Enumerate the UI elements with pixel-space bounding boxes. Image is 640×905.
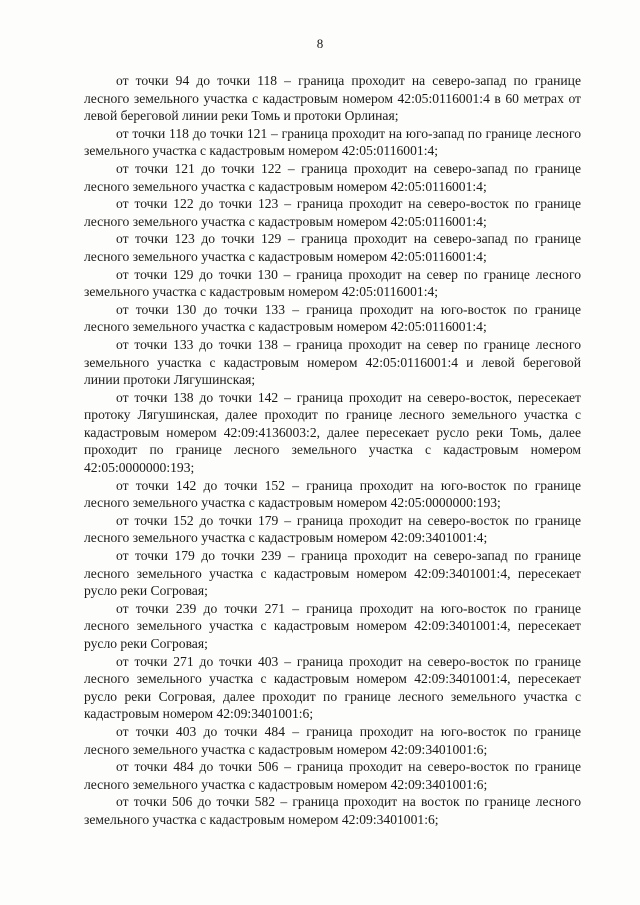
boundary-paragraph: от точки 123 до точки 129 – граница проходит на северо-запад по границе лесного земельного участка с кадастровым номером 42:05:0116001:4; (84, 231, 581, 264)
boundary-paragraph: от точки 271 до точки 403 – граница проходит на северо-восток по границе лесного земельного участка с кадастровым номером 42:09:3401001:4, пересекает русло реки Согровая, далее проходит по границе лесного земельного участка с кадастровым номером 42:09:3401001:6; (84, 653, 581, 722)
boundary-paragraph: от точки 179 до точки 239 – граница проходит на северо-запад по границе лесного земельного участка с кадастровым номером 42:09:3401001:4, пересекает русло реки Согровая; (84, 548, 581, 599)
boundary-paragraph: от точки 121 до точки 122 – граница проходит на северо-запад по границе лесного земельного участка с кадастровым номером 42:05:0116001:4; (84, 160, 581, 194)
boundary-paragraph: от точки 129 до точки 130 – граница проходит на север по границе лесного земельного участка с кадастровым номером 42:05:0116001:4; (84, 266, 581, 300)
boundary-paragraph: от точки 122 до точки 123 – граница проходит на северо-восток по границе лесного земельного участка с кадастровым номером 42:05:0116001:4; (84, 196, 581, 229)
boundary-paragraph: от точки 152 до точки 179 – граница проходит на северо-восток по границе лесного земельного участка с кадастровым номером 42:09:3401001:4; (84, 512, 581, 546)
boundary-paragraph: от точки 130 до точки 133 – граница проходит на юго-восток по границе лесного земельного участка с кадастровым номером 42:05:0116001:4; (84, 301, 581, 335)
page-number: 8 (316, 36, 324, 51)
boundary-paragraph: от точки 484 до точки 506 – граница проходит на северо-восток по границе лесного земельного участка с кадастровым номером 42:09:3401001:6; (84, 759, 581, 792)
boundary-paragraph: от точки 133 до точки 138 – граница проходит на север по границе лесного земельного участка с кадастровым номером 42:05:0116001:4 и левой береговой линии протоки Лягушинская; (84, 336, 581, 388)
boundary-paragraph: от точки 138 до точки 142 – граница проходит на северо-восток, пересекает протоку Лягушинская, далее проходит по границе лесного земельного участка с кадастровым номером 42:09:4136003:2, далее пересекает русло реки Томь, далее проходит по границе лесного земельного участка с кадастровым номером 42:05:0000000:193; (84, 389, 581, 476)
boundary-paragraph: от точки 142 до точки 152 – граница проходит на юго-восток по границе лесного земельного участка с кадастровым номером 42:05:0000000:193; (84, 477, 581, 511)
boundary-paragraph: от точки 118 до точки 121 – граница проходит на юго-запад по границе лесного земельного участка с кадастровым номером 42:05:0116001:4; (84, 125, 581, 159)
boundary-paragraph: от точки 506 до точки 582 – граница проходит на восток по границе лесного земельного участка с кадастровым номером 42:09:3401001:6; (84, 794, 581, 827)
boundary-paragraph: от точки 239 до точки 271 – граница проходит на юго-восток по границе лесного земельного участка с кадастровым номером 42:09:3401001:4, пересекает русло реки Согровая; (84, 600, 581, 651)
boundary-paragraph: от точки 403 до точки 484 – граница проходит на юго-восток по границе лесного земельного участка с кадастровым номером 42:09:3401001:6; (84, 723, 581, 757)
boundary-paragraph: от точки 94 до точки 118 – граница проходит на северо-запад по границе лесного земельного участка с кадастровым номером 42:05:0116001:4 в 60 метрах от левой береговой линии реки Томь и протоки Орлиная; (84, 73, 581, 124)
document-body (84, 72, 581, 829)
